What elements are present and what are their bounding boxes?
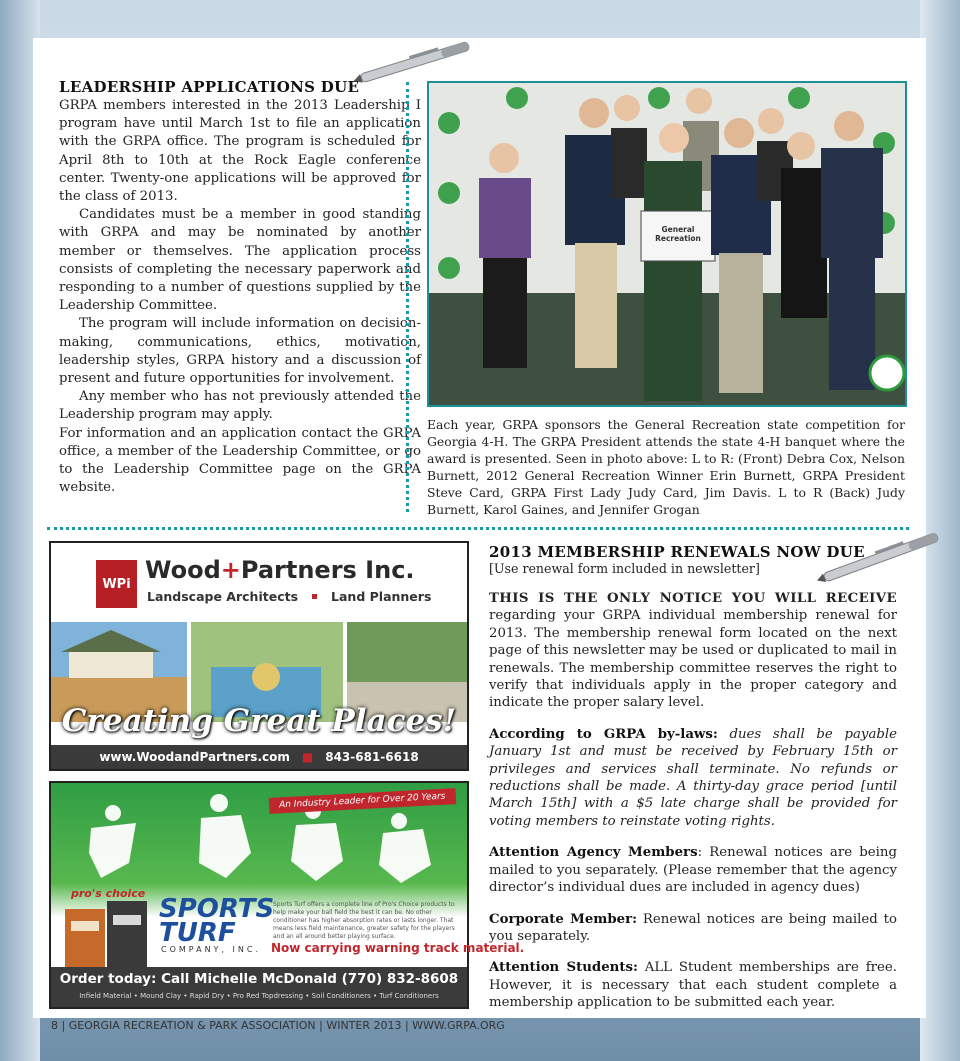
renewals-lead: Corporate Member: xyxy=(489,911,638,927)
warning-track-text: Now carrying warning track material. xyxy=(271,941,525,955)
leadership-paragraph: Any member who has not previously attended the Leadership program may apply. xyxy=(59,389,421,423)
renewals-lead: Attention Students: xyxy=(489,960,638,976)
renewals-text: dues shall be payable January 1st and must be received by February 15th or privileges and services shall terminate. No refunds or reductions shall be made. A thirty-day grace period [until March 15th] with a $5 late charge shall be provided for voting members to reinstate voting rights. xyxy=(489,726,898,829)
wood-partners-name-part: Wood xyxy=(145,556,221,584)
renewals-text: ALL Student memberships are free. However, it is necessary that each student complete a membership application to be submitted each year. xyxy=(489,960,897,1011)
renewals-text: regarding your GRPA individual membership renewal for 2013. The membership renewal form located on the next page of this newsletter may be used or duplicated to mail in renewals. The membership committee reserves the right to verify that individuals apply in the proper category and indicate the proper salary level. xyxy=(489,608,897,711)
square-bullet-icon xyxy=(312,594,317,599)
service-planners: Land Planners xyxy=(331,589,432,604)
page-footer: 8 | GEORGIA RECREATION & PARK ASSOCIATION | WINTER 2013 | WWW.GRPA.ORG xyxy=(51,1019,505,1032)
renewals-paragraph xyxy=(489,844,897,896)
award-photo xyxy=(427,81,907,407)
wpi-logo: WPi xyxy=(96,560,137,608)
renewals-lead: THIS IS THE ONLY NOTICE YOU WILL RECEIVE xyxy=(489,591,897,606)
bullet-icon: ■ xyxy=(301,750,314,764)
leadership-paragraph: The program will include information on decision-making, communications, ethics, motivation, leadership styles, GRPA history and a discussion of present and future opportunities for involvement. xyxy=(59,316,421,387)
wood-partners-name xyxy=(145,556,415,584)
sports-turf-company: COMPANY, INC. xyxy=(161,945,261,954)
section-divider xyxy=(47,527,909,530)
sports-turf-ad[interactable] xyxy=(49,781,525,1009)
wood-partners-contact xyxy=(51,745,467,769)
renewals-paragraph xyxy=(489,590,897,712)
renewals-lead: Attention Agency Members xyxy=(489,845,698,861)
wood-partners-ad[interactable] xyxy=(49,541,469,771)
industry-leader-banner: An Industry Leader for Over 20 Years xyxy=(268,788,455,814)
sports-turf-fine-print: Sports Turf offers a complete line of Pro's Choice products to help make your ball field the best it can be. No other conditioner has higher absorption rates or lasts longer. That means less field maintenance, greater safety for the players and an all around better playing surface. xyxy=(273,901,455,940)
renewals-paragraph xyxy=(489,911,897,946)
product-list: Infield Material • Mound Clay • Rapid Dry • Pro Red Topdressing • Soil Conditioners • Turf Conditioners xyxy=(79,992,439,1000)
renewals-text: : Renewal notices are being mailed to you separately. (Please remember that the agency director’s individual dues are included in agency dues) xyxy=(489,845,898,896)
plus-icon: + xyxy=(220,556,241,584)
order-phone-text: Order today: Call Michelle McDonald (770) 832-8608 xyxy=(59,971,459,987)
sports-turf-logo-line2: TURF xyxy=(159,918,236,948)
wood-partners-phone: 843-681-6618 xyxy=(325,750,419,764)
renewals-paragraph xyxy=(489,959,897,1011)
sports-turf-logo xyxy=(159,894,275,948)
sports-turf-logo-line1: SPORTS xyxy=(159,894,275,924)
renewals-note: [Use renewal form included in newsletter] xyxy=(489,561,760,576)
leadership-paragraph: For information and an application contact the GRPA office, a member of the Leadership Committee, or go to the Leadership Committee page on the GRPA website. xyxy=(59,425,421,496)
wood-partners-services xyxy=(147,589,431,604)
renewals-paragraph xyxy=(489,726,897,830)
service-landscape: Landscape Architects xyxy=(147,589,299,604)
newsletter-page xyxy=(33,38,926,1032)
column-divider xyxy=(406,82,409,512)
wood-partners-slogan: Creating Great Places! xyxy=(61,703,457,739)
renewals-article xyxy=(489,543,897,1026)
sports-turf-order-bar xyxy=(51,967,467,1007)
renewals-title: 2013 MEMBERSHIP RENEWALS NOW DUE xyxy=(489,543,865,561)
product-bags-icon xyxy=(65,901,155,971)
wood-partners-name-part: Partners Inc. xyxy=(240,556,415,584)
leadership-paragraph: GRPA members interested in the 2013 Leadership I program have until March 1st to file an application with the GRPA office. The program is scheduled for April 8th to 10th at the Rock Eagle conference center. Twenty-one applications will be approved for the class of 2013. xyxy=(59,98,421,205)
pros-choice-logo: pro's choice xyxy=(71,887,146,900)
photo-caption: Each year, GRPA sponsors the General Recreation state competition for Georgia 4-H. The GRPA President attends the state 4-H banquet where the award is presented. Seen in photo above: L to R: (Front) Debra Cox, Nelson Burnett, 2012 General Recreation Winner Erin Burnett, GRPA President Steve Card, GRPA First Lady Judy Card, Jim Davis. L to R (Back) Judy Burnett, Karol Gaines, and Jennifer Grogan xyxy=(427,417,905,517)
leadership-title: LEADERSHIP APPLICATIONS DUE xyxy=(59,78,360,96)
renewals-text: Renewal notices are being mailed to you separately. xyxy=(489,911,897,944)
leadership-paragraph: Candidates must be a member in good standing with GRPA and may be nominated by another member or themselves. The application process consists of completing the necessary paperwork and responding to a number of questions supplied by the Leadership Committee. xyxy=(59,207,421,314)
leadership-article xyxy=(59,78,421,497)
group-photo-illustration xyxy=(429,83,905,405)
wood-partners-website[interactable]: www.WoodandPartners.com xyxy=(99,750,290,764)
renewals-lead: According to GRPA by-laws: xyxy=(489,726,718,742)
award-plaque-text: General Recreation xyxy=(655,225,701,243)
